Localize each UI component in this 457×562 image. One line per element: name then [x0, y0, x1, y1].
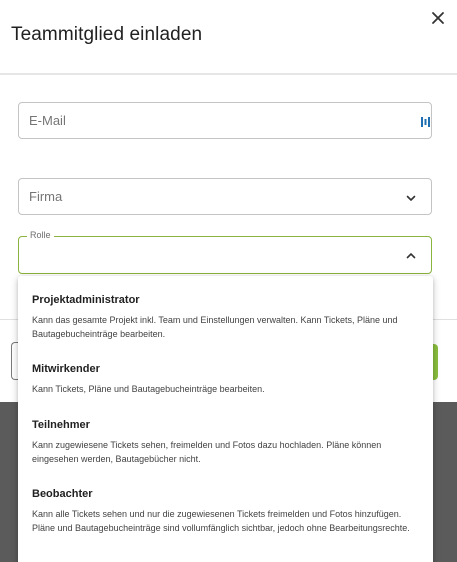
email-input[interactable]	[19, 103, 379, 138]
chevron-down-icon	[405, 191, 417, 203]
rolle-dropdown-menu	[18, 276, 433, 562]
role-option-title: Beobachter	[32, 488, 93, 500]
role-option-mitwirkender[interactable]	[32, 363, 412, 396]
role-option-description: Kann zugewiesene Tickets sehen, freimelden und Fotos dazu hochladen. Pläne können eingesehen werden, Bautagebücher nicht.	[32, 440, 382, 464]
role-option-title: Mitwirkender	[32, 363, 100, 375]
role-option-description: Kann Tickets, Pläne und Bautagebucheinträge bearbeiten.	[32, 384, 265, 394]
header-divider	[0, 73, 457, 75]
rolle-label: Rolle	[27, 230, 54, 240]
role-option-title: Projektadministrator	[32, 294, 140, 306]
role-option-title: Teilnehmer	[32, 419, 90, 431]
role-option-beobachter[interactable]	[32, 488, 412, 535]
firma-label: Firma	[29, 189, 63, 204]
role-option-description: Kann alle Tickets sehen und nur die zugewiesenen Tickets freimelden und Fotos hinzufügen. Pläne und Bautagebucheinträge sind vollumfänglich sichtbar, jedoch ohne Bearbeitungsrechte.	[32, 509, 410, 533]
dialog-title: Teammitglied einladen	[11, 24, 203, 45]
password-manager-icon[interactable]	[420, 115, 430, 127]
role-option-description: Kann das gesamte Projekt inkl. Team und Einstellungen verwalten. Kann Tickets, Pläne und Bautagebucheinträge bearbeiten.	[32, 315, 398, 339]
firma-select[interactable]	[18, 178, 432, 215]
rolle-select[interactable]	[18, 230, 432, 274]
role-option-projektadministrator[interactable]	[32, 294, 412, 341]
email-field[interactable]	[18, 102, 432, 139]
close-button[interactable]	[428, 8, 448, 28]
role-option-teilnehmer[interactable]	[32, 419, 412, 466]
close-icon	[428, 8, 448, 28]
chevron-up-icon	[405, 249, 417, 261]
